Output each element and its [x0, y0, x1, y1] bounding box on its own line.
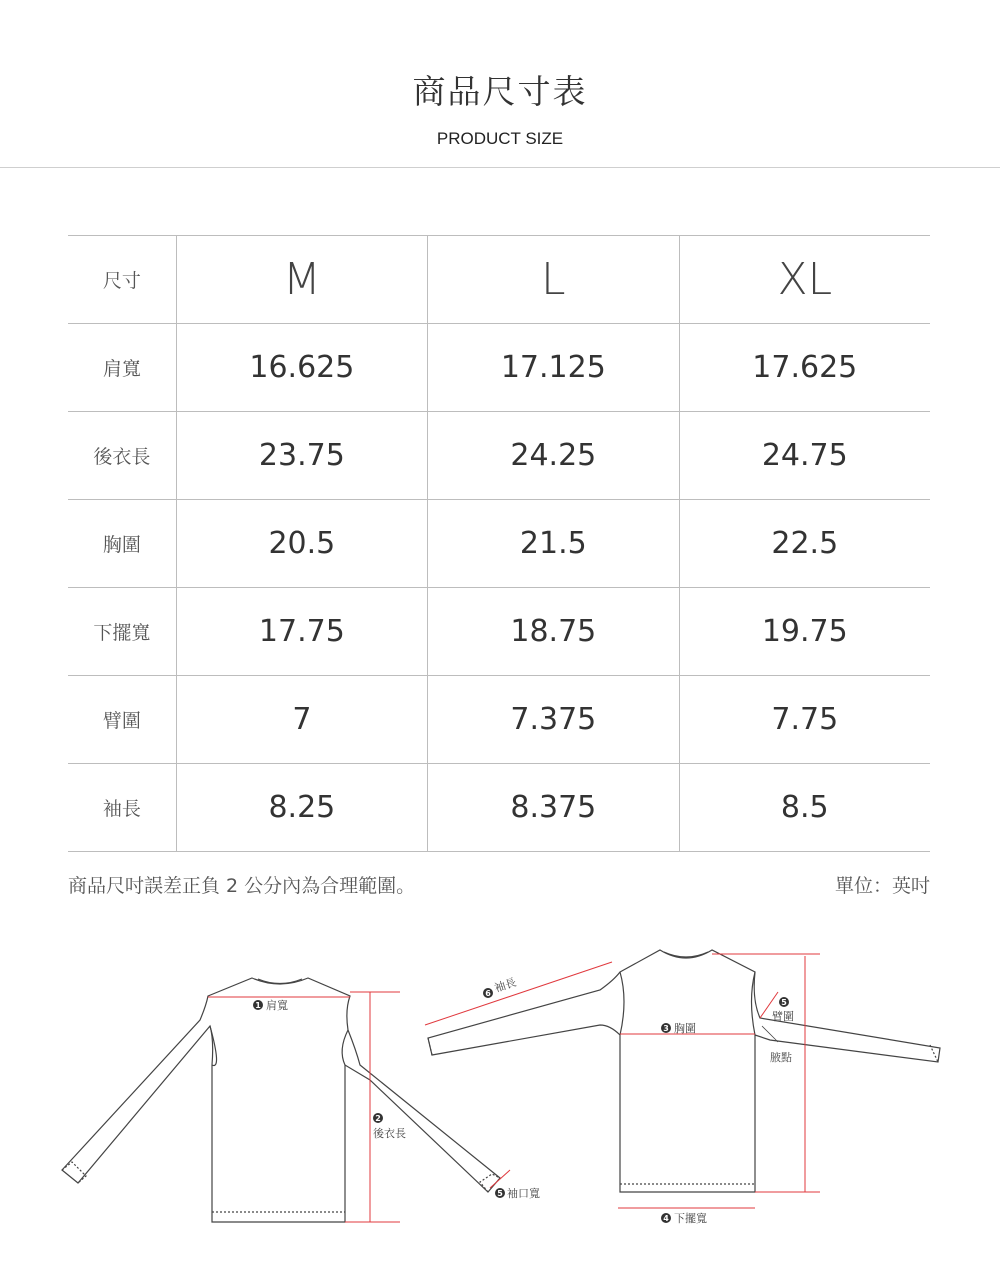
size-l: L [428, 236, 679, 324]
size-xl: XL [679, 236, 930, 324]
badge-2 [373, 1113, 383, 1123]
size-table [68, 235, 930, 852]
cell-value: 18.75 [428, 588, 679, 676]
cell-value: 8.25 [176, 764, 427, 852]
badge-6 [483, 988, 493, 998]
unit-label: 單位：英吋 [834, 875, 930, 897]
cell-value: 20.5 [176, 500, 427, 588]
table-row [68, 588, 930, 676]
cell-value: 7.75 [679, 676, 930, 764]
chest-label: 胸圍 [674, 1022, 696, 1035]
cuff-label: 袖口寬 [507, 1187, 540, 1200]
table-row [68, 324, 930, 412]
badge-1 [253, 1000, 263, 1010]
svg-text:5: 5 [497, 1189, 503, 1198]
table-row [68, 676, 930, 764]
table-header-row [68, 236, 930, 324]
back-view-shirt [62, 978, 500, 1222]
measurement-diagram [0, 930, 1000, 1250]
row-label: 胸圍 [68, 500, 176, 588]
svg-text:1: 1 [255, 1001, 261, 1010]
cell-value: 17.625 [679, 324, 930, 412]
badge-4 [661, 1213, 671, 1223]
cell-value: 21.5 [428, 500, 679, 588]
shoulder-label: 肩寬 [266, 999, 288, 1012]
sleeve-length-label: 袖長 [492, 975, 518, 995]
row-label: 臂圍 [68, 676, 176, 764]
cell-value: 8.375 [428, 764, 679, 852]
badge-5-cuff [495, 1188, 505, 1198]
cell-value: 24.25 [428, 412, 679, 500]
table-row [68, 500, 930, 588]
cell-value: 16.625 [176, 324, 427, 412]
badge-5-arm [779, 997, 789, 1007]
cell-value: 7 [176, 676, 427, 764]
svg-text:2: 2 [375, 1114, 381, 1123]
arm-label: 臂圍 [772, 1010, 794, 1023]
svg-text:4: 4 [663, 1214, 669, 1223]
hem-label: 下擺寬 [674, 1212, 707, 1225]
measure-lines [208, 954, 820, 1222]
svg-text:3: 3 [663, 1024, 669, 1033]
row-label: 肩寬 [68, 324, 176, 412]
cell-value: 19.75 [679, 588, 930, 676]
cell-value: 17.75 [176, 588, 427, 676]
size-m: M [176, 236, 427, 324]
page-subtitle: PRODUCT SIZE [436, 129, 564, 148]
back-length-label: 後衣長 [373, 1127, 406, 1140]
page-title: 商品尺寸表 [412, 72, 588, 111]
badge-3 [661, 1023, 671, 1033]
table-row [68, 412, 930, 500]
header-divider [0, 167, 1000, 168]
tolerance-note: 商品尺吋誤差正負 2 公分內為合理範圍。 [68, 875, 416, 897]
cell-value: 7.375 [428, 676, 679, 764]
row-label: 下擺寬 [68, 588, 176, 676]
svg-text:5: 5 [781, 998, 787, 1007]
cell-value: 23.75 [176, 412, 427, 500]
svg-text:6: 6 [485, 989, 491, 998]
header-label: 尺寸 [68, 236, 176, 324]
row-label: 袖長 [68, 764, 176, 852]
cell-value: 17.125 [428, 324, 679, 412]
table-row [68, 764, 930, 852]
row-label: 後衣長 [68, 412, 176, 500]
cell-value: 22.5 [679, 500, 930, 588]
cell-value: 24.75 [679, 412, 930, 500]
cell-value: 8.5 [679, 764, 930, 852]
armpit-label: 腋點 [770, 1051, 792, 1064]
